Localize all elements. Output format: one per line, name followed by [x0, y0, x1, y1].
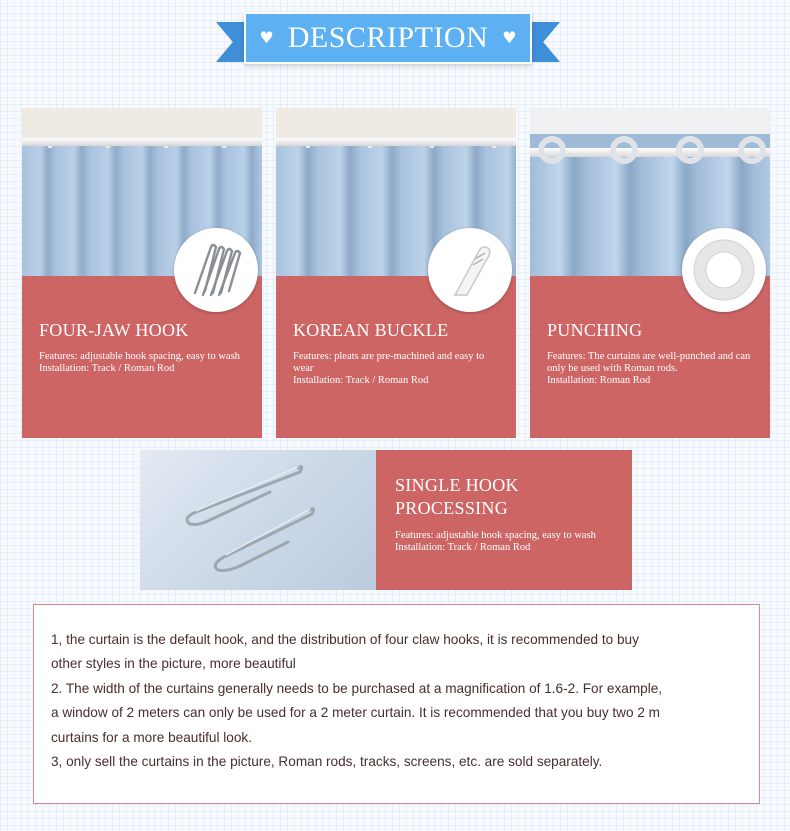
note-line: 3, only sell the curtains in the picture, Roman rods, tracks, screens, etc. are sold separately. — [51, 754, 603, 770]
note-line: 2. The width of the curtains generally needs to be purchased at a magnification of 1.6-2. For example, — [51, 680, 663, 696]
note-line: other styles in the picture, more beautiful — [51, 656, 296, 672]
card-installation: Installation: Track / Roman Rod — [293, 375, 429, 386]
card-features: Features: pleats are pre-machined and easy to wear — [293, 351, 485, 374]
four-jaw-hook-icon — [174, 228, 258, 312]
heart-icon: ♥ — [259, 28, 274, 47]
korean-buckle-icon — [428, 228, 512, 312]
single-hook-features: Features: adjustable hook spacing, easy to wash — [395, 530, 596, 541]
description-banner — [216, 12, 560, 70]
card-korean-buckle — [276, 108, 516, 438]
notes-box — [33, 604, 760, 804]
banner-title: DESCRIPTION — [287, 21, 489, 54]
single-hook-title: SINGLE HOOK PROCESSING — [395, 475, 519, 518]
card-installation: Installation: Roman Rod — [547, 375, 651, 386]
card-installation: Installation: Track / Roman Rod — [39, 363, 175, 374]
note-line: curtains for a more beautiful look. — [51, 729, 252, 745]
single-hook-section — [140, 450, 632, 590]
card-features: Features: The curtains are well-punched and can only be used with Roman rods. — [547, 351, 751, 374]
single-hook-photo — [140, 450, 376, 590]
single-hook-panel — [376, 450, 632, 590]
banner-label — [244, 12, 532, 64]
card-features: Features: adjustable hook spacing, easy to wash — [39, 351, 240, 362]
single-hook-installation: Installation: Track / Roman Rod — [395, 542, 531, 553]
card-title: PUNCHING — [547, 320, 643, 340]
card-four-jaw-hook — [22, 108, 262, 438]
card-title: KOREAN BUCKLE — [293, 320, 449, 340]
grommet-ring-icon — [682, 228, 766, 312]
heart-icon: ♥ — [502, 28, 517, 47]
card-title: FOUR-JAW HOOK — [39, 320, 189, 340]
card-punching — [530, 108, 770, 438]
note-line: a window of 2 meters can only be used for a 2 meter curtain. It is recommended that you buy two 2 m — [51, 705, 660, 721]
note-line: 1, the curtain is the default hook, and the distribution of four claw hooks, it is recommended to buy — [51, 632, 639, 647]
